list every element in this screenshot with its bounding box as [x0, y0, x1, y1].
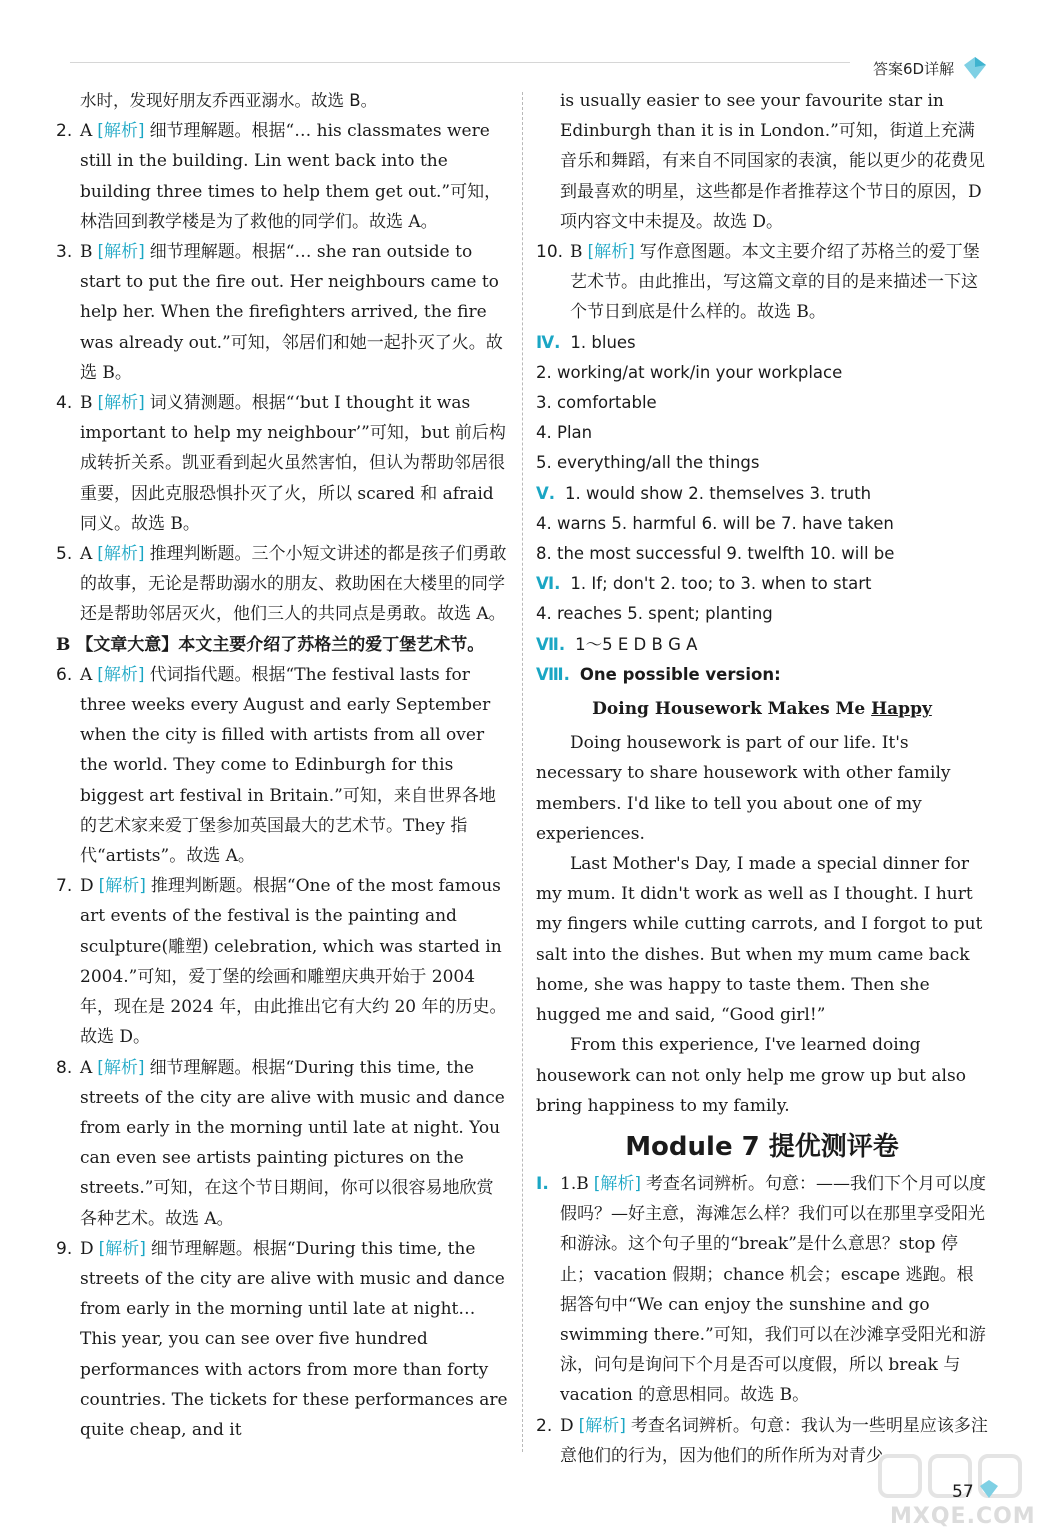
item-number: 6.	[56, 664, 73, 685]
intro-line: 水时，发现好朋友乔西亚溺水。故选 B。	[80, 91, 378, 110]
section-7-line	[536, 630, 988, 660]
answer-item-7	[56, 871, 510, 1052]
section-6-line-2: 4. reaches 5. spent; planting	[536, 604, 773, 624]
continued-text: is usually easier to see your favourite star in Edinburgh than it is in London.”可知，街道上充满音乐和舞蹈，有来自不同国家的表演，能以更少的花费见到最喜欢的明星，这些都是作者推荐这个节日的原因，D 项内容文中未提及。故选 D。	[560, 91, 985, 232]
module-answer-item-1	[536, 1169, 988, 1411]
item-answer: A	[80, 544, 93, 565]
item-answer: A	[80, 1057, 93, 1078]
answer-line: 1. If; don't 2. too; to 3. when to start	[570, 574, 872, 594]
item-number: 8.	[56, 1057, 73, 1078]
section-4-line-4: 4. Plan	[536, 423, 593, 443]
essay-paragraph-1: Doing housework is part of our life. It's necessary to share housework with other family members. I'd like to tell you about one of my experiences.	[536, 733, 951, 844]
answer-item-5	[56, 539, 510, 630]
item-text: 推理判断题。根据“One of the most famous art events of the festival is the painting and sculpture(雕塑) celebration, which was started in 2004.”可知，爱丁堡的绘画和雕塑庆典开始于 2004 年，现在是 2024 年，由此推出它有大约 20 年的历史。故选 D。	[80, 876, 507, 1048]
roman-numeral: Ⅰ.	[536, 1173, 549, 1194]
item-number: 2.	[56, 121, 73, 142]
roman-numeral: Ⅶ.	[536, 634, 566, 654]
item-answer: D	[80, 1238, 94, 1259]
item-text: 考查名词辨析。句意：我认为一些明星应该多注意他们的行为，因为他们的所作所为对青少	[560, 1415, 988, 1466]
roman-numeral: Ⅳ.	[536, 332, 561, 352]
item-number: 2.	[536, 1415, 553, 1436]
roman-numeral: Ⅷ.	[536, 664, 570, 684]
page-number: 57	[952, 1482, 974, 1502]
answer-item-4	[56, 388, 510, 539]
analysis-tag: [ 解析 ]	[94, 539, 147, 569]
essay-paragraph-2: Last Mother's Day, I made a special dinner for my mum. It didn't work as well as I thought. I hurt my fingers while cutting carrots, and I forgot to put salt into the dishes. But when my mum came back home, she was happy to taste them. Then she hugged me and said, “Good girl!”	[536, 854, 983, 1026]
item-number: 1.	[560, 1173, 577, 1194]
answer-item-10	[536, 237, 988, 328]
roman-numeral: Ⅵ.	[536, 574, 561, 594]
item-text: 代词指代题。根据“The festival lasts for three weeks every August and early September when the city is filled with artists from all over the world. They come to Edinburgh for this biggest art festival in Britain.”可知，来自世界各地的艺术家来爱丁堡参加英国最大的艺术节。They 指代“artists”。故选 A。	[80, 664, 496, 867]
section-5-line-3: 8. the most successful 9. twelfth 10. will be	[536, 544, 895, 564]
item-text: 词义猜测题。根据“‘but I thought it was important to help my neighbour’”可知，but 前后构成转折关系。凯亚看到起火虽然害怕，但认为帮助邻居很重要，因此克服恐惧扑灭了火，所以 scared 和 afraid 同义。故选 B。	[80, 393, 506, 534]
item-number: 10.	[536, 242, 564, 263]
section-8-line	[536, 660, 988, 690]
essay-title	[536, 694, 988, 724]
item-answer: D	[80, 876, 94, 897]
gem-icon	[978, 1478, 1000, 1500]
item-answer: A	[80, 664, 93, 685]
header-rule	[70, 62, 850, 63]
answer-item-3	[56, 237, 510, 388]
analysis-tag: [ 解析 ]	[94, 660, 147, 690]
item-text: 细节理解题。根据“During this time, the streets of the city are alive with music and dance from early in the morning until late at night. You can even see artists painting pictures on the streets.”可知，在这个节日期间，你可以很容易地欣赏各种艺术。故选 A。	[80, 1057, 505, 1229]
section-b-summary: B 【文章大意】本文主要介绍了苏格兰的爱丁堡艺术节。	[56, 634, 485, 655]
essay-paragraph-3: From this experience, I've learned doing housework can not only help me grow up but also bring happiness to my family.	[536, 1035, 966, 1116]
item-text: 细节理解题。根据“… his classmates were still in the building. Lin went back into the building three times to help them get out.”可知，林浩回到教学楼是为了救他的同学们。故选 A。	[80, 121, 502, 232]
analysis-tag: [ 解析 ]	[585, 237, 638, 267]
item-answer: B	[576, 1173, 589, 1194]
item-answer: A	[80, 121, 93, 142]
right-column	[536, 86, 988, 1471]
section-4-line-3: 3. comfortable	[536, 393, 657, 413]
item-text: 推理判断题。三个小短文讲述的都是孩子们勇敢的故事，无论是帮助溺水的朋友、救助困在大楼里的同学还是帮助邻居灭火，他们三人的共同点是勇敢。故选 A。	[80, 544, 507, 625]
item-answer: B	[80, 242, 93, 263]
analysis-tag: [ 解析 ]	[96, 1234, 149, 1264]
section-4-line-5: 5. everything/all the things	[536, 453, 760, 473]
section-5-line-1	[536, 479, 988, 509]
answer-item-8	[56, 1053, 510, 1234]
section-4-line-1	[536, 328, 988, 358]
essay-title-underlined: Happy	[871, 699, 932, 720]
item-text: 细节理解题。根据“During this time, the streets of the city are alive with music and dance from early in the morning until late at night… This year, you can see over five hundred performances with actors from more than forty countries. The tickets for these performances are quite cheap, and it	[80, 1238, 508, 1440]
answer-item-9	[56, 1234, 510, 1445]
section-5-line-2: 4. warns 5. harmful 6. will be 7. have taken	[536, 513, 894, 533]
essay-title-text: Doing Housework Makes Me	[592, 699, 872, 720]
roman-numeral: Ⅴ.	[536, 483, 556, 503]
item-text: 细节理解题。根据“… she ran outside to start to put the fire out. Her neighbours came to help her. When the firefighters arrived, the fire was already out.”可知，邻居们和她一起扑灭了火。故选 B。	[80, 242, 503, 383]
watermark-text: MXQE.COM	[890, 1504, 1036, 1529]
analysis-tag: [ 解析 ]	[94, 1053, 147, 1083]
answer-line: 1～5 E D B G A	[575, 634, 698, 654]
column-divider	[522, 92, 523, 1452]
section-6-line-1	[536, 569, 988, 599]
analysis-tag: [ 解析 ]	[591, 1169, 644, 1199]
answer-line: 1. blues	[570, 332, 636, 352]
gem-icon	[962, 55, 988, 81]
answer-line: 1. would show 2. themselves 3. truth	[565, 483, 872, 503]
analysis-tag: [ 解析 ]	[94, 116, 147, 146]
item-number: 9.	[56, 1238, 73, 1259]
item-answer: B	[570, 242, 583, 263]
item-number: 4.	[56, 393, 73, 414]
answer-item-6	[56, 660, 510, 871]
header-label: 答案6D详解	[873, 60, 955, 78]
answer-line: One possible version:	[579, 664, 781, 684]
module-title: Module 7 提优测评卷	[625, 1131, 899, 1162]
item-number: 5.	[56, 544, 73, 565]
item-answer: B	[80, 393, 93, 414]
item-number: 7.	[56, 876, 73, 897]
analysis-tag: [ 解析 ]	[95, 237, 148, 267]
analysis-tag: [ 解析 ]	[96, 871, 149, 901]
answer-item-2	[56, 116, 510, 237]
section-4-line-2: 2. working/at work/in your workplace	[536, 362, 843, 382]
analysis-tag: [ 解析 ]	[95, 388, 148, 418]
item-text: 写作意图题。本文主要介绍了苏格兰的爱丁堡艺术节。由此推出，写这篇文章的目的是来描述一下这个节日到底是什么样的。故选 B。	[570, 242, 980, 323]
left-column	[56, 86, 510, 1445]
item-text: 考查名词辨析。句意：——我们下个月可以度假吗？—好主意，海滩怎么样？我们可以在那里享受阳光和游泳。这个句子里的“break”是什么意思？stop 停止；vacation 假期；chance 机会；escape 逃跑。根据答句中“We can enjoy the sunshine and go swimming there.”可知，我们可以在沙滩享受阳光和游泳，问句是询问下个月是否可以度假，所以 break 与 vacation 的意思相同。故选 B。	[560, 1173, 987, 1406]
analysis-tag: [ 解析 ]	[576, 1411, 629, 1441]
item-number: 3.	[56, 242, 73, 263]
item-answer: D	[560, 1415, 574, 1436]
